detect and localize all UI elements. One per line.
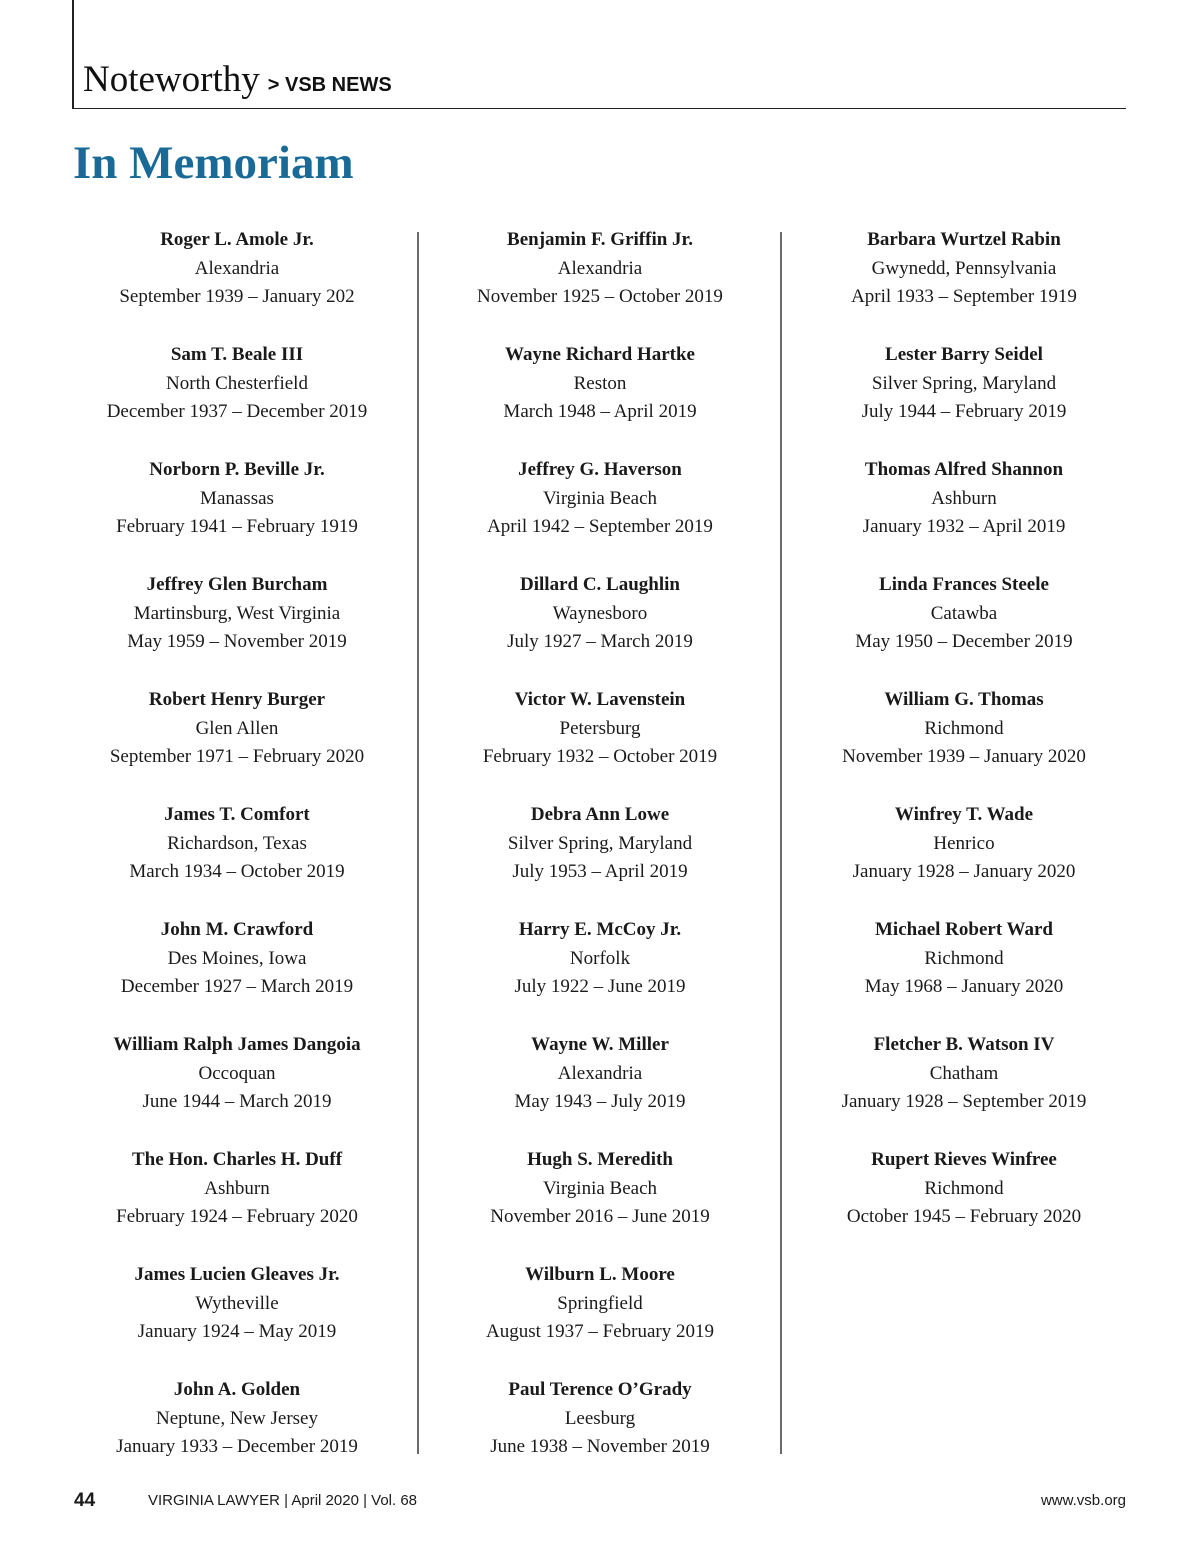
entry-name: Rupert Rieves Winfree — [871, 1149, 1057, 1170]
entry-name: Wilburn L. Moore — [525, 1264, 675, 1285]
memoriam-entry — [418, 1031, 782, 1146]
memoriam-entry — [55, 1376, 419, 1491]
entry-place: Alexandria — [557, 257, 643, 279]
entry-name: James T. Comfort — [164, 804, 310, 825]
memoriam-entry — [782, 686, 1146, 801]
memoriam-entry — [418, 1376, 782, 1491]
entry-dates: May 1943 – July 2019 — [514, 1091, 686, 1113]
memoriam-entry — [782, 1031, 1146, 1146]
entry-dates: November 1925 – October 2019 — [477, 286, 723, 308]
entry-name: James Lucien Gleaves Jr. — [134, 1264, 340, 1285]
entry-dates: January 1928 – January 2020 — [852, 861, 1076, 883]
entry-dates: November 2016 – June 2019 — [490, 1206, 710, 1228]
entry-name: Norborn P. Beville Jr. — [149, 459, 325, 480]
entry-dates: February 1924 – February 2020 — [116, 1206, 358, 1228]
entry-dates: April 1942 – September 2019 — [487, 516, 713, 538]
entry-name: Thomas Alfred Shannon — [864, 459, 1064, 480]
entry-dates: June 1944 – March 2019 — [142, 1091, 332, 1113]
entry-place: Alexandria — [557, 1062, 643, 1084]
entry-name: Michael Robert Ward — [874, 919, 1053, 940]
section-subtitle: > VSB NEWS — [267, 74, 392, 96]
entry-place: North Chesterfield — [166, 372, 308, 394]
header-rule — [72, 108, 1126, 109]
entry-name: John M. Crawford — [160, 919, 314, 940]
entry-place: Glen Allen — [195, 717, 279, 739]
memoriam-column-2 — [418, 226, 782, 1491]
entry-name: Debra Ann Lowe — [530, 804, 670, 825]
entry-dates: July 1927 – March 2019 — [507, 631, 693, 653]
entry-place: Martinsburg, West Virginia — [133, 602, 341, 624]
entry-place: Silver Spring, Maryland — [507, 832, 693, 854]
entry-dates: May 1959 – November 2019 — [127, 631, 347, 653]
memoriam-column-3 — [782, 226, 1146, 1261]
memoriam-column-1 — [55, 226, 419, 1491]
entry-dates: December 1937 – December 2019 — [106, 401, 368, 423]
entry-place: Occoquan — [198, 1062, 276, 1084]
page-number: 44 — [74, 1490, 96, 1511]
entry-place: Richmond — [924, 1177, 1004, 1199]
entry-dates: May 1950 – December 2019 — [855, 631, 1073, 653]
section-header — [83, 58, 392, 101]
entry-dates: March 1934 – October 2019 — [129, 861, 345, 883]
entry-place: Catawba — [930, 602, 998, 624]
entry-dates: September 1971 – February 2020 — [109, 746, 365, 768]
memoriam-entry — [782, 571, 1146, 686]
entry-dates: October 1945 – February 2020 — [846, 1206, 1082, 1228]
memoriam-entry — [418, 456, 782, 571]
memoriam-entry — [55, 686, 419, 801]
entry-place: Virginia Beach — [542, 1177, 658, 1199]
memoriam-entry — [55, 456, 419, 571]
memoriam-entry — [55, 226, 419, 341]
entry-place: Alexandria — [194, 257, 280, 279]
section-title: Noteworthy — [83, 59, 260, 100]
memoriam-entry — [55, 1031, 419, 1146]
entry-dates: December 1927 – March 2019 — [120, 976, 354, 998]
entry-place: Manassas — [200, 487, 274, 509]
entry-dates: November 1939 – January 2020 — [842, 746, 1086, 768]
entry-name: Linda Frances Steele — [879, 574, 1049, 595]
entry-place: Silver Spring, Maryland — [871, 372, 1057, 394]
entry-dates: January 1932 – April 2019 — [862, 516, 1066, 538]
entry-name: William Ralph James Dangoia — [113, 1034, 361, 1055]
entry-name: William G. Thomas — [884, 689, 1044, 710]
memoriam-entry — [418, 916, 782, 1031]
entry-dates: January 1924 – May 2019 — [137, 1321, 337, 1343]
entry-place: Richmond — [924, 947, 1004, 969]
entry-name: Paul Terence O’Grady — [508, 1379, 692, 1400]
memoriam-entry — [782, 1146, 1146, 1261]
memoriam-entry — [782, 226, 1146, 341]
entry-place: Springfield — [557, 1292, 643, 1314]
entry-name: The Hon. Charles H. Duff — [131, 1149, 343, 1170]
memoriam-entry — [418, 571, 782, 686]
entry-name: Winfrey T. Wade — [894, 804, 1034, 825]
memoriam-entry — [418, 341, 782, 456]
entry-place: Wytheville — [195, 1292, 279, 1314]
entry-dates: April 1933 – September 1919 — [851, 286, 1077, 308]
entry-place: Ashburn — [204, 1177, 270, 1199]
page-title: In Memoriam — [73, 137, 354, 189]
entry-place: Richmond — [924, 717, 1004, 739]
entry-place: Chatham — [929, 1062, 999, 1084]
entry-name: Sam T. Beale III — [170, 344, 304, 365]
entry-name: Roger L. Amole Jr. — [160, 229, 314, 250]
entry-name: Fletcher B. Watson IV — [873, 1034, 1055, 1055]
memoriam-entry — [418, 1261, 782, 1376]
entry-place: Virginia Beach — [542, 487, 658, 509]
entry-dates: January 1928 – September 2019 — [841, 1091, 1087, 1113]
entry-name: John A. Golden — [173, 1379, 301, 1400]
entry-place: Neptune, New Jersey — [156, 1407, 318, 1429]
entry-name: Harry E. McCoy Jr. — [518, 919, 682, 940]
entry-place: Gwynedd, Pennsylvania — [871, 257, 1057, 279]
memoriam-entry — [55, 801, 419, 916]
entry-dates: August 1937 – February 2019 — [486, 1321, 714, 1343]
entry-dates: January 1933 – December 2019 — [116, 1436, 358, 1458]
entry-place: Richardson, Texas — [167, 832, 307, 854]
entry-dates: July 1944 – February 2019 — [861, 401, 1067, 423]
entry-dates: March 1948 – April 2019 — [503, 401, 697, 423]
entry-place: Leesburg — [564, 1407, 636, 1429]
memoriam-entry — [782, 341, 1146, 456]
memoriam-entry — [418, 226, 782, 341]
entry-dates: May 1968 – January 2020 — [864, 976, 1064, 998]
memoriam-entry — [418, 686, 782, 801]
entry-dates: February 1932 – October 2019 — [482, 746, 718, 768]
memoriam-entry — [782, 801, 1146, 916]
entry-name: Hugh S. Meredith — [527, 1149, 673, 1170]
entry-name: Victor W. Lavenstein — [514, 689, 686, 710]
entry-dates: July 1953 – April 2019 — [512, 861, 688, 883]
entry-place: Henrico — [933, 832, 995, 854]
entry-name: Wayne W. Miller — [531, 1034, 669, 1055]
memoriam-entry — [55, 341, 419, 456]
memoriam-entry — [55, 571, 419, 686]
entry-place: Norfolk — [569, 947, 631, 969]
entry-name: Wayne Richard Hartke — [505, 344, 695, 365]
entry-place: Ashburn — [931, 487, 997, 509]
website-link[interactable]: www.vsb.org — [1040, 1492, 1126, 1509]
header-left-rule — [72, 0, 74, 108]
memoriam-entry — [55, 916, 419, 1031]
entry-place: Des Moines, Iowa — [167, 947, 307, 969]
memoriam-entry — [55, 1146, 419, 1261]
publication-info: VIRGINIA LAWYER | April 2020 | Vol. 68 — [148, 1492, 418, 1509]
entry-dates: July 1922 – June 2019 — [514, 976, 686, 998]
entry-name: Benjamin F. Griffin Jr. — [507, 229, 693, 250]
entry-place: Waynesboro — [552, 602, 648, 624]
entry-dates: September 1939 – January 202 — [119, 286, 355, 308]
memoriam-entry — [418, 1146, 782, 1261]
entry-place: Reston — [573, 372, 627, 394]
memoriam-entry — [55, 1261, 419, 1376]
entry-name: Lester Barry Seidel — [885, 344, 1043, 365]
memoriam-entry — [418, 801, 782, 916]
entry-name: Jeffrey Glen Burcham — [146, 574, 328, 595]
entry-place: Petersburg — [559, 717, 641, 739]
memoriam-entry — [782, 916, 1146, 1031]
entry-name: Barbara Wurtzel Rabin — [867, 229, 1061, 250]
memoriam-entry — [782, 456, 1146, 571]
entry-name: Jeffrey G. Haverson — [518, 459, 682, 480]
entry-name: Dillard C. Laughlin — [520, 574, 680, 595]
entry-name: Robert Henry Burger — [148, 689, 326, 710]
entry-dates: February 1941 – February 1919 — [116, 516, 358, 538]
entry-dates: June 1938 – November 2019 — [490, 1436, 710, 1458]
